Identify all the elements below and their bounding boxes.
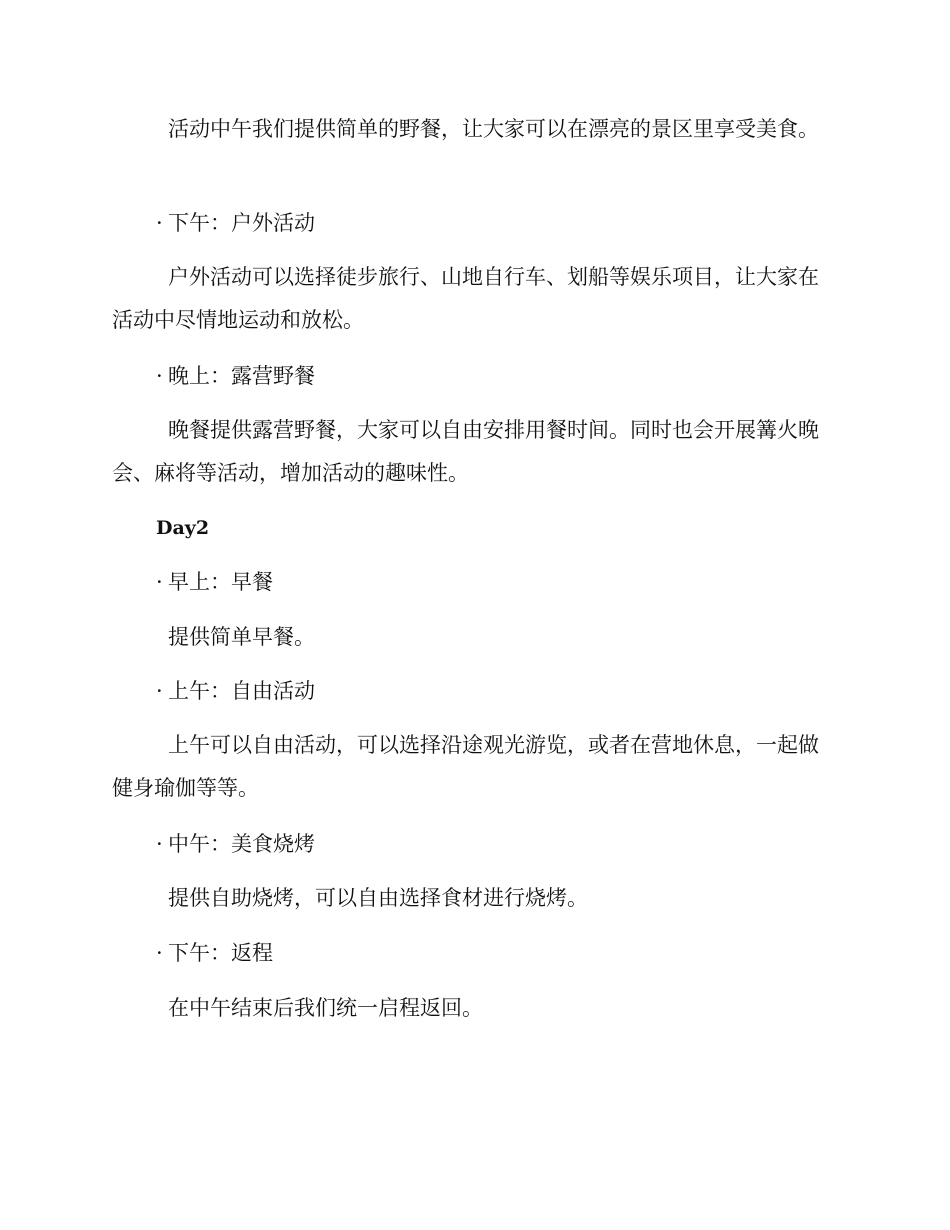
bullet-text: 下午：户外活动 xyxy=(168,211,315,235)
day2-heading: Day2 xyxy=(156,517,210,539)
paragraph-free-activities: 上午可以自由活动，可以选择沿途观光游览，或者在营地休息，一起做健身瑜伽等等。 xyxy=(112,733,819,800)
paragraph-dinner-camping: 晚餐提供露营野餐，大家可以自由安排用餐时间。同时也会开展篝火晚会、麻将等活动，增加活动的趣味性。 xyxy=(112,418,819,485)
paragraph-bbq: 提供自助烧烤，可以自由选择食材进行烧烤。 xyxy=(168,886,588,910)
paragraph-lunch-picnic: 活动中午我们提供简单的野餐，让大家可以在漂亮的景区里享受美食。 xyxy=(168,117,819,141)
bullet-dot: · xyxy=(156,364,163,388)
bullet-dot: · xyxy=(156,570,163,594)
bullet-text: 中午：美食烧烤 xyxy=(168,832,315,856)
bullet-morning-free xyxy=(156,676,315,706)
bullet-evening-camping xyxy=(156,361,315,391)
bullet-morning-breakfast xyxy=(156,567,273,597)
bullet-text: 晚上：露营野餐 xyxy=(168,364,315,388)
bullet-afternoon-outdoor xyxy=(156,208,315,238)
paragraph-return: 在中午结束后我们统一启程返回。 xyxy=(168,996,483,1020)
bullet-afternoon-return xyxy=(156,938,273,968)
bullet-dot: · xyxy=(156,211,163,235)
paragraph-outdoor-activities: 户外活动可以选择徒步旅行、山地自行车、划船等娱乐项目，让大家在活动中尽情地运动和放松。 xyxy=(112,265,819,332)
bullet-dot: · xyxy=(156,679,163,703)
bullet-text: 早上：早餐 xyxy=(168,570,273,594)
paragraph-breakfast: 提供简单早餐。 xyxy=(168,625,315,649)
bullet-dot: · xyxy=(156,832,163,856)
bullet-text: 下午：返程 xyxy=(168,941,273,965)
bullet-text: 上午：自由活动 xyxy=(168,679,315,703)
bullet-noon-bbq xyxy=(156,829,315,859)
bullet-dot: · xyxy=(156,941,163,965)
